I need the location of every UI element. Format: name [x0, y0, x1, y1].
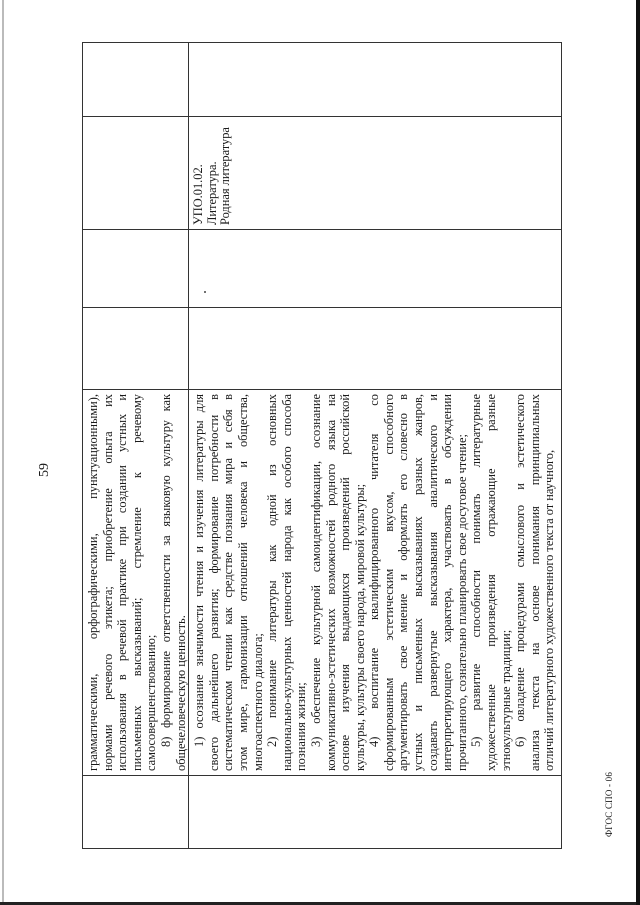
table-cell: [189, 117, 562, 230]
scan-speck: [204, 291, 206, 293]
text-line: 1) осознание значимости чтения и изучения литературы для: [192, 394, 207, 747]
text-line: аргументировать свое мнение и оформлять его словесно в: [396, 394, 411, 771]
table-cell: [189, 230, 562, 308]
subject-name-line: Литература.: [204, 161, 219, 225]
table-cell: [189, 776, 562, 849]
text-line: многоаспектного диалога;: [250, 633, 265, 771]
text-line: устных и письменных высказываниях разных жанров,: [411, 394, 426, 771]
text-line: 6) овладение процедурами смыслового и эстетического: [513, 394, 528, 747]
text-line: интерпретирующего характера, участвовать в обсуждении: [440, 394, 455, 771]
table-cell: [83, 43, 189, 117]
text-line: сформированным эстетическим вкусом, способного: [381, 394, 396, 771]
text-line: культуры, культуры своего народа, мировой культуры;: [352, 483, 367, 771]
table-cell: [189, 308, 562, 390]
subject-name-line: Родная литература: [218, 127, 233, 225]
text-line: познания жизни;: [294, 682, 309, 771]
table-row: [189, 43, 562, 849]
page-number: 59: [37, 463, 52, 477]
text-line: художественные произведения отражающие разные: [484, 394, 499, 771]
text-line: 3) обеспечение культурной самоидентификации, осознание: [308, 394, 323, 747]
competency-table: [82, 42, 562, 849]
text-line: 4) воспитание квалифицированного читателя со: [367, 394, 382, 747]
text-line: отличий литературного художественного текста от научного,: [542, 449, 557, 771]
subject-code-line: УПО.01.02.: [191, 164, 206, 225]
text-line: общечеловеческую ценность.: [173, 615, 188, 771]
table-cell: [189, 43, 562, 117]
text-line: создавать развернутые высказывания аналитического и: [425, 394, 440, 771]
text-line: 2) понимание литературы как одной из основных: [265, 394, 280, 747]
footer-label: ФГОС СПО - 06: [604, 771, 614, 837]
text-line: 5) развитие способности понимать литературные: [469, 394, 484, 747]
text-line: национально-культурных ценностей народа как особого способа: [279, 394, 294, 771]
table-cell: [83, 117, 189, 230]
table-cell: [83, 776, 189, 849]
text-line: коммуникативно-эстетических возможностей родного языка на: [323, 394, 338, 771]
results-text: [189, 390, 557, 775]
subject-code: [189, 117, 236, 229]
text-line: самосовершенствованию;: [144, 634, 159, 771]
results-text: [83, 390, 188, 775]
text-line: 8) формирование ответственности за языковую культуру как: [158, 394, 173, 747]
text-line: этнокультурные традиции;: [498, 629, 513, 771]
text-line: грамматическими, орфографическими, пунктуационными),: [86, 394, 100, 771]
text-line: нормами речевого этикета; приобретение опыта их: [100, 394, 115, 771]
table-cell: [83, 230, 189, 308]
scan-edge: [636, 0, 640, 905]
table-cell: [83, 390, 189, 776]
text-line: этом мире, гармонизации отношений человека и общества,: [235, 394, 250, 771]
text-line: анализа текста на основе понимания принципиальных: [527, 394, 542, 771]
text-line: систематическом чтении как средстве познания мира и себя в: [221, 394, 236, 771]
table-cell: [189, 390, 562, 776]
text-line: письменных высказываний; стремление к речевому: [129, 394, 144, 771]
text-line: своего дальнейшего развития; формирование потребности в: [206, 394, 221, 771]
text-line: основе изучения выдающихся произведений российской: [338, 394, 353, 771]
text-line: использования в речевой практике при создании устных и: [115, 394, 130, 771]
table-row: [83, 43, 189, 849]
scan-edge: [2, 0, 4, 905]
table-cell: [83, 308, 189, 390]
text-line: прочитанного, сознательно планировать свое досуговое чтение;: [454, 434, 469, 771]
